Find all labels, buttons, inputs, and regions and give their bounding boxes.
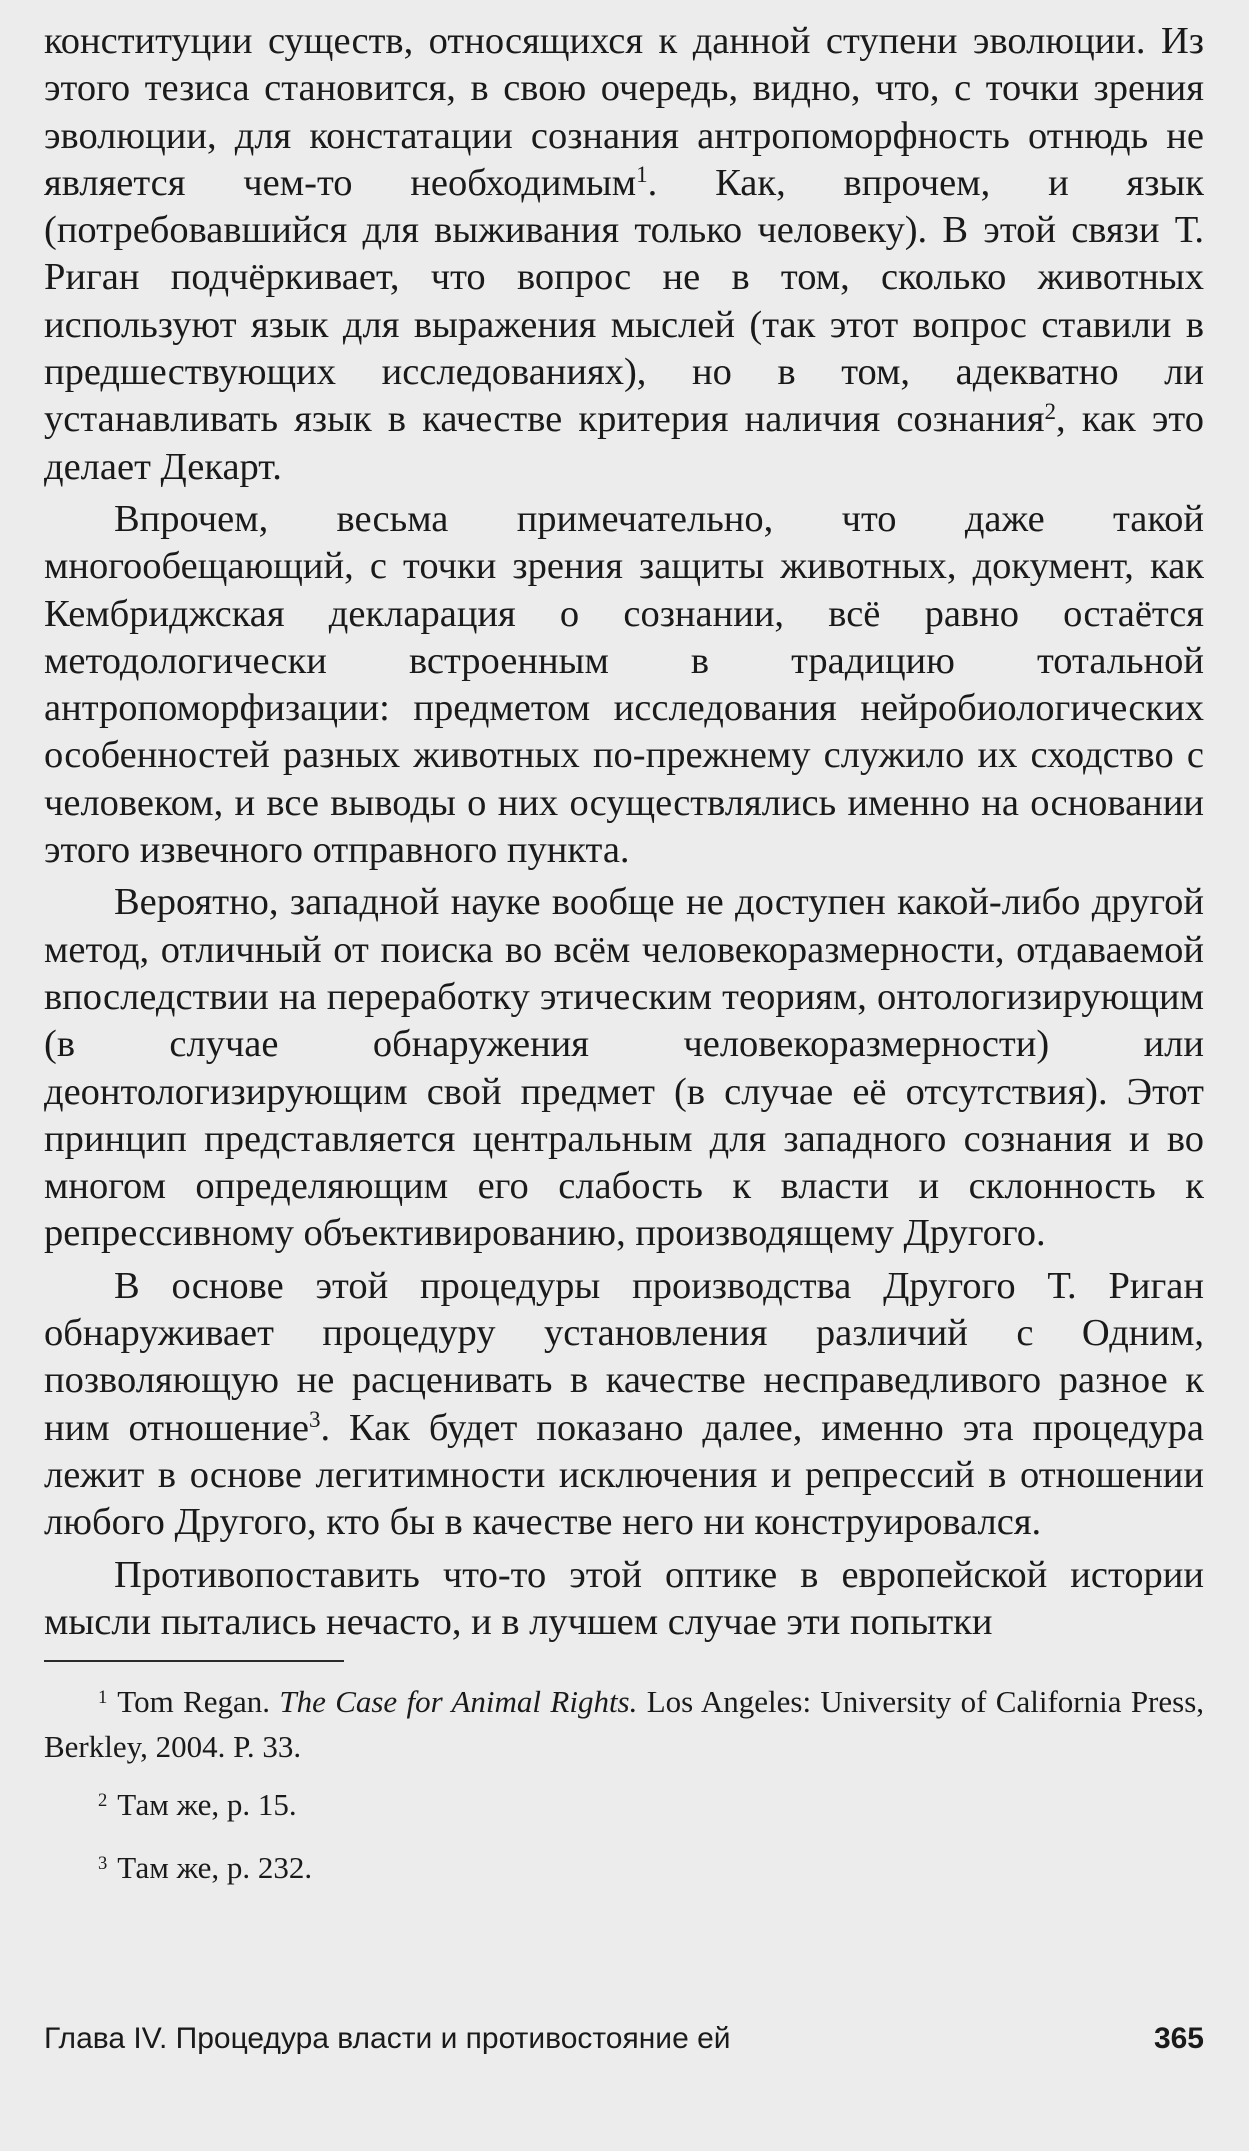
body-text [44,18,1204,1646]
footnote-text: Там же, р. 15. [117,1787,297,1823]
paragraph [44,18,1204,491]
footnote-marker[interactable]: 1 [636,161,648,188]
footnote [44,1785,1204,1830]
footnote-number: 1 [98,1686,108,1708]
paragraph-text: . Как будет показано далее, именно эта процедура лежит в основе легитимности исключения и репрессий в отношении любого Другого, кто бы в качестве него ни конструировался. [44,1406,1204,1544]
footnote-number: 2 [98,1789,108,1811]
paragraph-text: , как это делает Декарт. [44,398,1205,488]
footnote-marker[interactable]: 2 [1044,397,1057,424]
paragraph [44,879,1204,1257]
book-page [44,18,1204,1911]
paragraph-text: конституции существ, относящихся к данной ступени эволюции. Из этого тезиса становится, в свою очередь, видно, что, с точки зрения эволюции, для констатации сознания антропоморфность отнюдь не является чем-то необходимым [44,20,1204,204]
footnotes [44,1682,1204,1893]
footnote-text: Там же, р. 232. [117,1850,313,1886]
running-footer [44,2022,1204,2056]
paragraph-text: В основе этой процедуры производства Другого Т. Риган обнаруживает процедуру установления различий с Одним, позволяющую не расценивать в качестве несправедливого разное к ним отношение [44,1264,1204,1449]
paragraph [44,496,1204,874]
paragraph [44,1263,1204,1547]
chapter-title: Глава IV. Процедура власти и противостояние ей [44,2022,731,2055]
paragraph-text: Противопоставить что-то этой оптике в европейской истории мысли пытались нечасто, и в лучшем случае эти попытки [44,1553,1204,1643]
footnote [44,1682,1204,1767]
footnote-number: 3 [98,1852,108,1874]
footnote-title: The Case for Animal Rights. [279,1684,638,1720]
paragraph-text: . Как, впрочем, и язык (потребовавшийся для выживания только человеку). В этой связи Т. Риган подчёркивает, что вопрос не в том, сколько животных используют язык для выражения мыслей (так этот вопрос ставили в предшествующих исследованиях), но в том, адекватно ли устанавливать язык в качестве критерия наличия сознания [44,161,1204,441]
page-number: 365 [1153,2022,1204,2055]
footnote-text: Los Angeles: University of California Press, Berkley, 2004. P. 33. [44,1684,1205,1765]
paragraph [44,1552,1204,1647]
footnote-marker[interactable]: 3 [308,1405,321,1432]
footnote [44,1848,1204,1893]
paragraph-text: Впрочем, весьма примечательно, что даже такой многообещающий, с точки зрения защиты животных, документ, как Кембриджская декларация о сознании, всё равно остаётся методологически встроенным в традицию тотальной антропоморфизации: предметом исследования нейробиологических особенностей разных животных по-прежнему служило их сходство с человеком, и все выводы о них осуществлялись именно на основании этого извечного отправного пункта. [44,497,1204,872]
footnote-separator [44,1660,344,1662]
footnote-author: Tom Regan. [117,1684,270,1720]
paragraph-text: Вероятно, западной науке вообще не доступен какой-либо другой метод, отличный от поиска во всём человекоразмерности, отдаваемой впоследствии на переработку этическим теориям, онтологизирующим (в случае обнаружения человекоразмерности) или деонтологизирующим свой предмет (в случае её отсутствия). Этот принцип представляется центральным для западного сознания и во многом определяющим его слабость к власти и склонность к репрессивному объективированию, производящему Другого. [44,881,1204,1255]
